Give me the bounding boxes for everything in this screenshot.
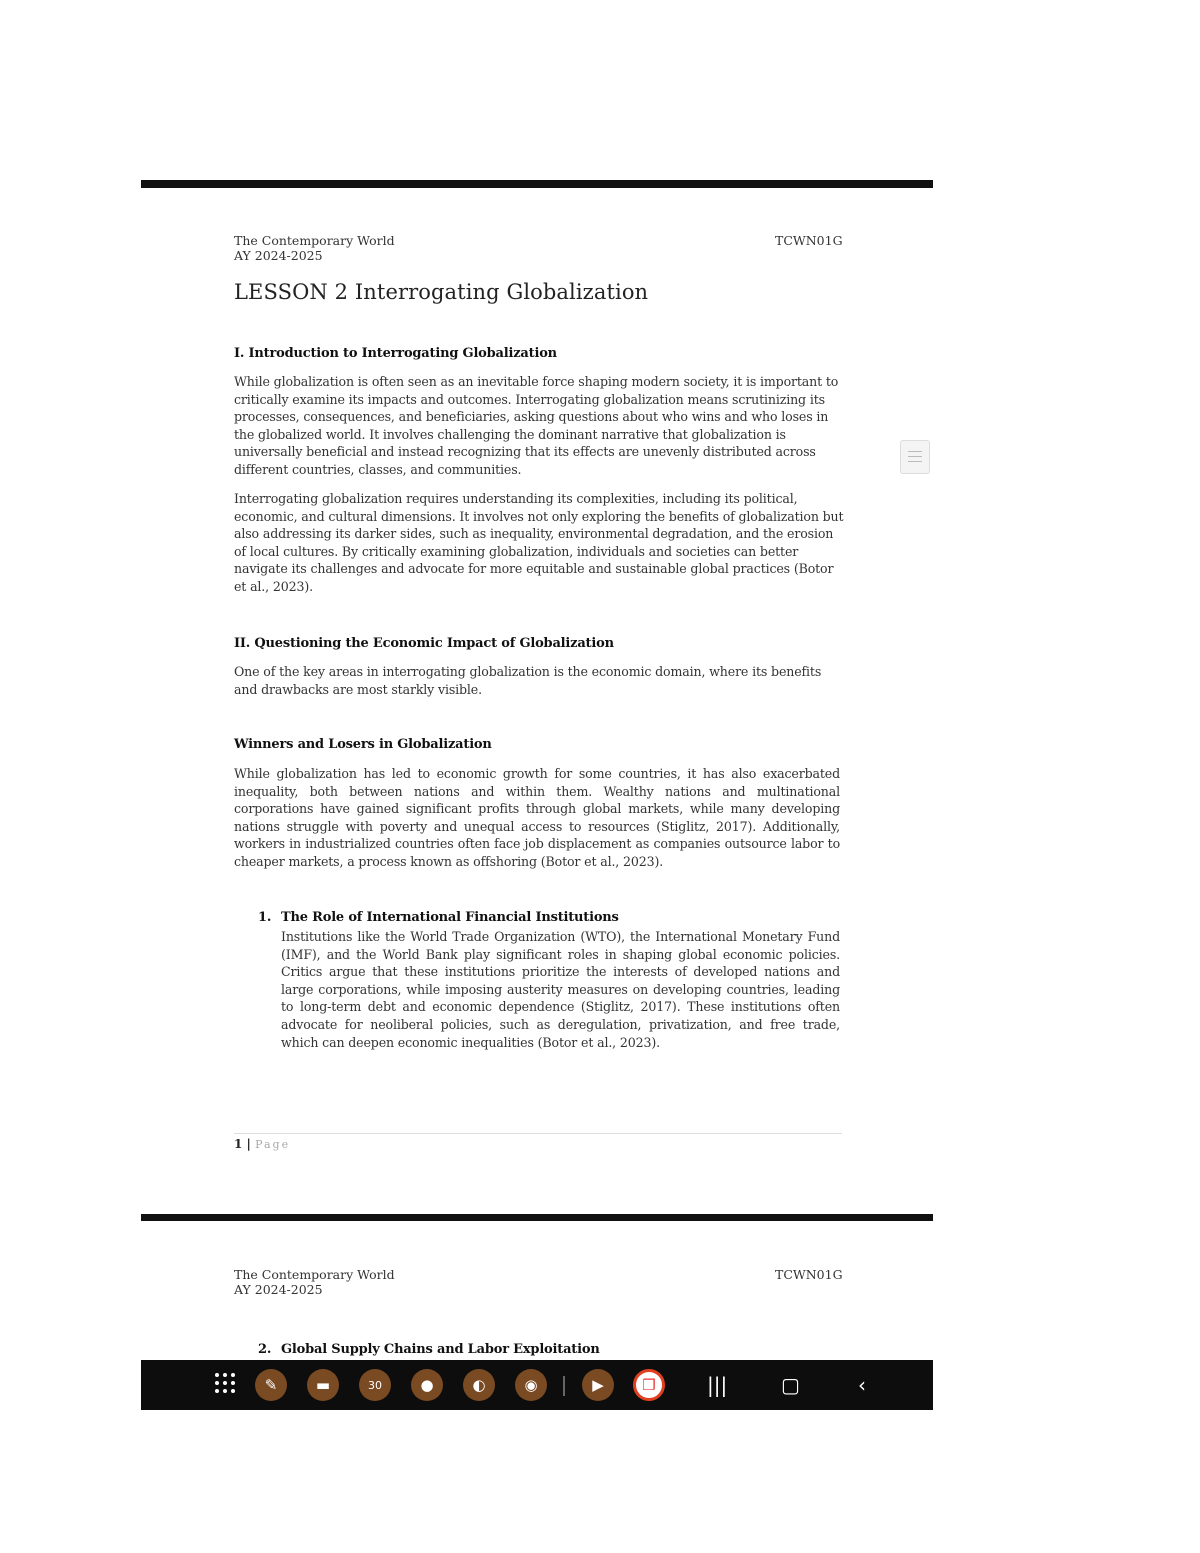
navigation-bar — [141, 1360, 933, 1410]
calendar-day: 30 — [368, 1378, 382, 1392]
numbered-item-1 — [258, 910, 619, 925]
intro-paragraph-2: Interrogating globalization requires understanding its complexities, including its political, economic, and cultural dimensions. It involves not only exploring the benefits of globalization but also addressing its darker sides, such as inequality, environmental degradation, and the erosion of local cultures. By critically examining globalization, individuals and societies can better navigate its challenges and advocate for more equitable and sustainable global practices (Botor et al., 2023). — [234, 491, 844, 594]
dock-divider — [563, 1376, 565, 1396]
footer-rule — [234, 1133, 842, 1134]
scroll-handle[interactable] — [900, 440, 930, 474]
back-icon[interactable]: ‹ — [858, 1373, 866, 1397]
chat-icon[interactable]: ● — [411, 1369, 443, 1401]
item-heading: The Role of International Financial Institutions — [281, 910, 619, 925]
page-number-separator: | — [242, 1137, 256, 1151]
intro-paragraph-1: While globalization is often seen as an inevitable force shaping modern society, it is important to critically examine its impacts and outcomes. Interrogating globalization means scrutinizing its processes, consequences, and beneficiaries, asking questions about who wins and who loses in the globalized world. It involves challenging the dominant narrative that globalization is universally beneficial and instead recognizing that its effects are unevenly distributed across different countries, classes, and communities. — [234, 374, 839, 477]
item-number: 1. — [258, 910, 272, 925]
recents-icon[interactable]: ||| — [707, 1373, 728, 1397]
page-title: LESSON 2 Interrogating Globalization — [234, 280, 649, 304]
app-drawer-icon[interactable] — [214, 1372, 236, 1400]
numbered-item-2 — [258, 1342, 600, 1357]
page-word: Page — [255, 1138, 291, 1151]
economic-paragraph: One of the key areas in interrogating globalization is the economic domain, where its benefits and drawbacks are most starkly visible. — [234, 664, 822, 697]
item-number: 2. — [258, 1342, 272, 1357]
browser-icon[interactable]: ◐ — [463, 1369, 495, 1401]
winners-heading: Winners and Losers in Globalization — [234, 737, 492, 752]
academic-year: AY 2024-2025 — [234, 248, 323, 263]
calendar-icon[interactable] — [359, 1369, 391, 1401]
winners-paragraph: While globalization has led to economic growth for some countries, it has also exacerbated inequality, both between nations and within them. Wealthy nations and multinational corporations have gained significant profits through global markets, while many developing nations struggle with poverty and unequal access to resources (Stiglitz, 2017). Additionally, workers in industrialized countries often face job displacement as companies outsource labor to cheaper markets, a process known as offshoring (Botor et al., 2023). — [234, 766, 840, 869]
course-name: The Contemporary World — [234, 1267, 395, 1282]
page-number-value: 1 — [234, 1137, 243, 1151]
page-break-bar — [141, 1214, 933, 1221]
item-heading: Global Supply Chains and Labor Exploitation — [281, 1342, 600, 1357]
camera-icon[interactable]: ◉ — [515, 1369, 547, 1401]
page1-header-left — [234, 233, 395, 263]
youtube-icon[interactable]: ▶ — [582, 1369, 614, 1401]
item1-paragraph: Institutions like the World Trade Organization (WTO), the International Monetary Fund (IMF), and the World Bank play significant roles in shaping global economic policies. Critics argue that these institutions prioritize the interests of developed nations and large corporations, while imposing austerity measures on developing countries, leading to long-term debt and economic dependence (Stiglitz, 2017). These institutions often advocate for neoliberal policies, such as deregulation, privatization, and free trade, which can deepen economic inequalities (Botor et al., 2023). — [281, 929, 840, 1050]
intro-heading: I. Introduction to Interrogating Globalization — [234, 346, 557, 361]
page2-header-left — [234, 1267, 395, 1297]
office-icon[interactable]: ❒ — [633, 1369, 665, 1401]
course-code: TCWN01G — [775, 1267, 843, 1282]
files-icon[interactable]: ▬ — [307, 1369, 339, 1401]
course-code: TCWN01G — [775, 233, 843, 248]
academic-year: AY 2024-2025 — [234, 1282, 323, 1297]
home-icon[interactable]: ▢ — [781, 1373, 800, 1397]
top-bar — [141, 180, 933, 188]
economic-heading: II. Questioning the Economic Impact of Globalization — [234, 636, 614, 651]
page-number — [234, 1137, 290, 1151]
course-name: The Contemporary World — [234, 233, 395, 248]
document-viewer — [141, 180, 933, 1410]
notes-icon[interactable]: ✎ — [255, 1369, 287, 1401]
